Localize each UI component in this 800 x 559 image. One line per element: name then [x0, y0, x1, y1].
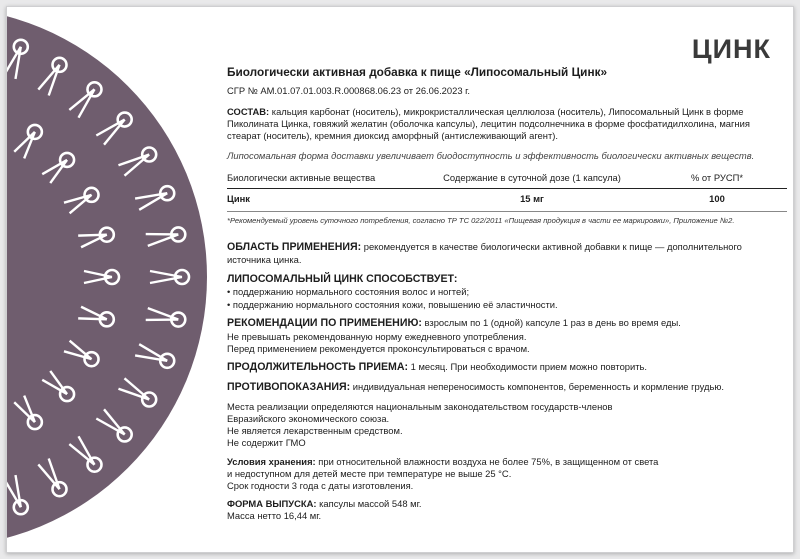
form-line2: Масса нетто 16,44 мг. [227, 510, 322, 522]
composition-text: кальция карбонат (носитель), микрокристаллическая целлюлоза (носитель), Липосомальный Цинк в форме Пиколината Цинка, говяжий желатин (оболочка капсулы), лецитин подсолнечника в форме фосфатидилхолина, магния стеарат (носитель), кремния диоксид аморфный (антислеживающий агент). [227, 105, 750, 141]
list-item: • поддержанию нормального состояния волос и ногтей; [227, 286, 470, 298]
duration-section [227, 361, 779, 375]
promotes-section [227, 273, 779, 311]
row-amount: 15 мг [417, 188, 647, 211]
label-content [227, 65, 779, 523]
nutrients-table [227, 172, 787, 211]
application-text: рекомендуется в качестве биологически активной добавки к пище — дополнительного источника цинка. [227, 240, 742, 266]
footnote: *Рекомендуемый уровень суточного потребления, согласно ТР ТС 022/2011 «Пищевая продукция в части ее маркировки», Приложение №2. [227, 215, 735, 225]
row-percent: 100 [647, 188, 787, 211]
composition-label: СОСТАВ: [227, 105, 270, 117]
contraindications-text: индивидуальная непереносимость компонентов, беременность и кормление грудью. [352, 380, 725, 392]
recommendations-line3: Перед применением рекомендуется проконсультироваться с врачом. [227, 342, 530, 354]
contraindications-label: ПРОТИВОПОКАЗАНИЯ: [227, 380, 351, 393]
form-label: ФОРМА ВЫПУСКА: [227, 498, 317, 510]
places-line4: Не содержит ГМО [227, 437, 306, 449]
promotes-label: ЛИПОСОМАЛЬНЫЙ ЦИНК СПОСОБСТВУЕТ: [227, 272, 458, 285]
duration-text: 1 месяц. При необходимости прием можно повторить. [410, 361, 648, 373]
places-line2: Евразийского экономического союза. [227, 412, 390, 424]
list-item: • поддержанию нормального состояния кожи, повышению её эластичности. [227, 298, 558, 310]
storage-label: Условия хранения: [227, 455, 316, 467]
table-row [227, 188, 787, 211]
duration-label: ПРОДОЛЖИТЕЛЬНОСТЬ ПРИЕМА: [227, 361, 409, 374]
liposome-graphic [7, 7, 207, 552]
places-line1: Места реализации определяются национальным законодательством государств-членов [227, 400, 613, 412]
form-text: капсулы массой 548 мг. [319, 498, 422, 510]
recommendations-label: РЕКОМЕНДАЦИИ ПО ПРИМЕНЕНИЮ: [227, 316, 422, 329]
liposomal-note: Липосомальная форма доставки увеличивает биодоступность и эффективность биологически активных веществ. [227, 150, 755, 162]
storage-line3: Срок годности 3 года с даты изготовления. [227, 479, 414, 491]
application-label: ОБЛАСТЬ ПРИМЕНЕНИЯ: [227, 240, 362, 253]
form-section [227, 498, 779, 522]
registration-number: СГР № AM.01.07.01.003.R.000868.06.23 от 26.06.2023 г. [227, 85, 471, 97]
col-percent: % от РУСП* [690, 172, 743, 184]
recommendations-section [227, 317, 779, 355]
brand-title: ЦИНК [691, 34, 771, 64]
col-substance: Биологически активные вещества [227, 172, 376, 184]
product-label [6, 6, 794, 553]
application-section [227, 241, 779, 267]
recommendations-line2: Не превышать рекомендованную норму ежедневного употребления. [227, 330, 527, 342]
storage-line2: и недоступном для детей месте при температуре не выше 25 °С. [227, 467, 512, 479]
contraindications-section [227, 381, 779, 395]
storage-text: при относительной влажности воздуха не более 75%, в защищенном от света [318, 455, 659, 467]
places-section [227, 401, 779, 450]
row-name: Цинк [227, 188, 417, 211]
product-title: Биологически активная добавка к пище «Липосомальный Цинк» [227, 65, 608, 79]
recommendations-text: взрослым по 1 (одной) капсуле 1 раз в день во время еды. [424, 316, 681, 328]
composition [227, 106, 779, 143]
storage-section [227, 456, 779, 493]
places-line3: Не является лекарственным средством. [227, 425, 403, 437]
col-amount: Содержание в суточной дозе (1 капсула) [443, 172, 621, 184]
